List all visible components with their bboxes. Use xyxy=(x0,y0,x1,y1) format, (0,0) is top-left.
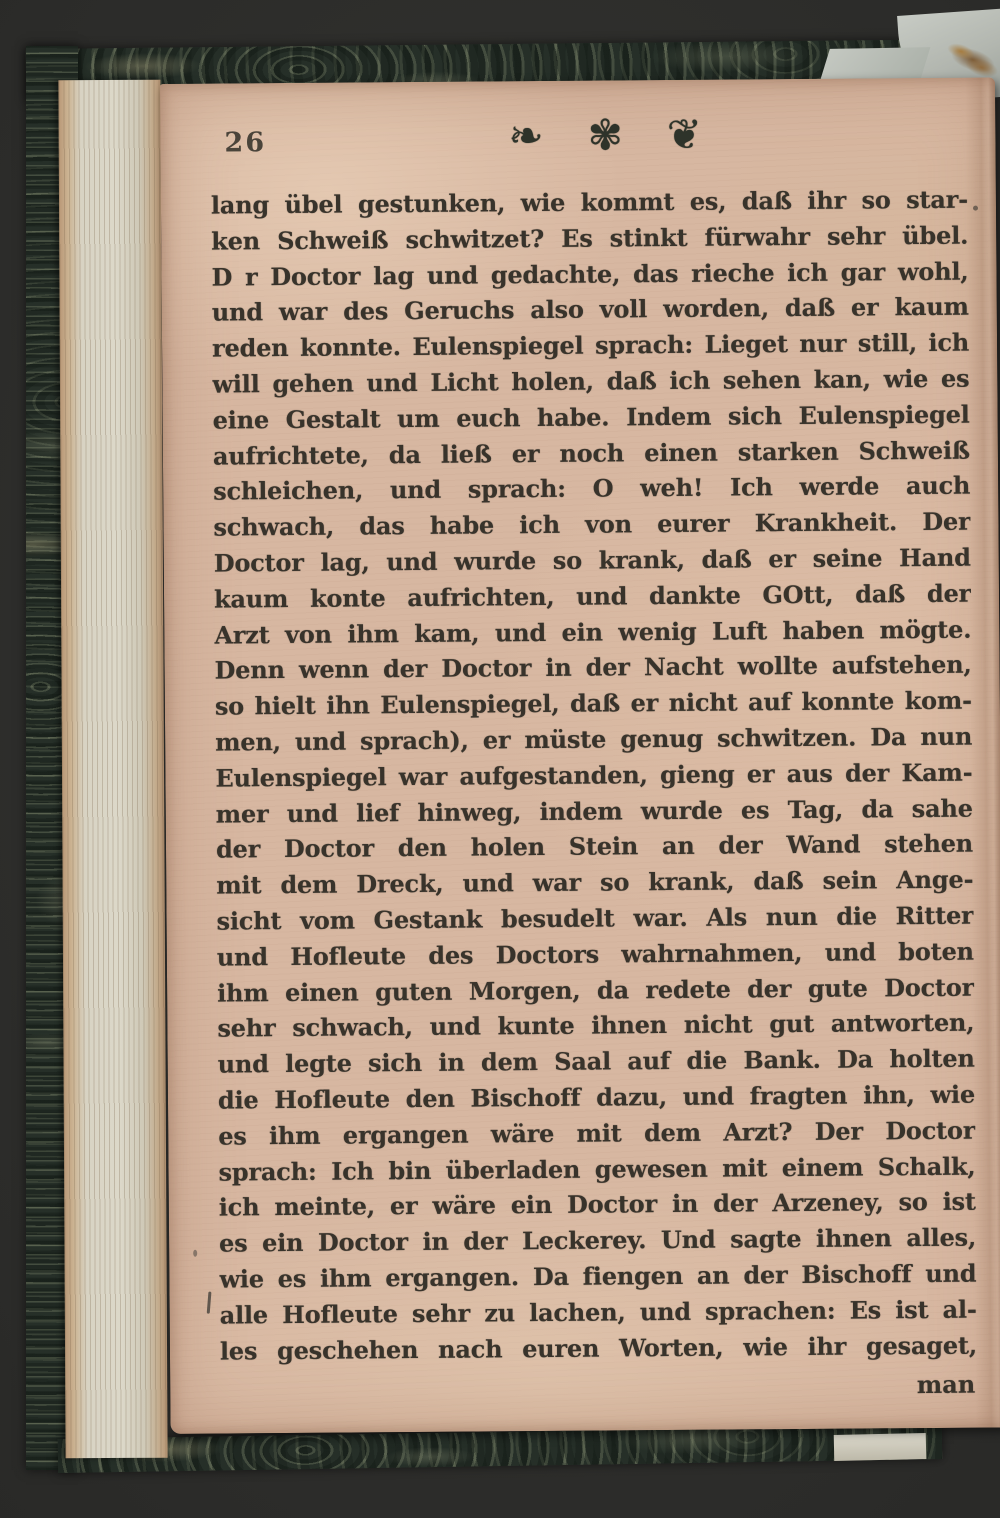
book-page xyxy=(160,77,1000,1434)
text-line: wie es ihm ergangen. Da fiengen an der Bischoff und xyxy=(219,1258,977,1294)
text-line: kaum konte aufrichten, und dankte GOtt, daß der xyxy=(213,578,972,614)
text-line: sprach: Ich bin überladen gewesen mit einem Schalk, xyxy=(218,1151,976,1187)
text-line: der Doctor den holen Stein an der Wand stehen xyxy=(215,828,974,864)
text-line: sicht vom Gestank besudelt war. Als nun die Ritter xyxy=(216,900,974,936)
margin-ink-mark xyxy=(207,1292,212,1314)
text-line: mit dem Dreck, und war so krank, daß sein Ange- xyxy=(216,864,974,900)
text-line: ken Schweiß schwitzet? Es stinkt fürwahr sehr übel. xyxy=(211,220,969,256)
margin-ink-mark xyxy=(193,1250,197,1257)
text-line: ihm einen guten Morgen, da redete der gute Doctor xyxy=(217,972,975,1008)
catchword: man xyxy=(916,1369,976,1400)
text-line: Arzt von ihm kam, und ein wenig Luft haben mögte. xyxy=(214,614,972,650)
body-text xyxy=(211,182,977,1369)
text-line: und Hofleute des Doctors wahrnahmen, und boten xyxy=(216,936,974,972)
text-line: aufrichtete, da ließ er noch einen starken Schweiß xyxy=(212,435,971,471)
text-line: so hielt ihn Eulenspiegel, daß er nicht auf konnte kom- xyxy=(214,685,972,721)
text-line: reden konnte. Eulenspiegel sprach: Lieget nur still, ich xyxy=(211,327,970,363)
text-line: Denn wenn der Doctor in der Nacht wollte aufstehen, xyxy=(214,650,972,685)
text-line: alle Hofleute sehr zu lachen, und sprachen: Es ist al- xyxy=(219,1294,977,1330)
text-line: sehr schwach, und kunte ihnen nicht gut antworten, xyxy=(217,1007,975,1043)
text-line: Doctor lag, und wurde so krank, daß er seine Hand xyxy=(213,542,971,578)
page-edge-sliver xyxy=(834,1433,927,1461)
text-line: mer und lief hinweg, indem wurde es Tag, da sahe xyxy=(215,793,973,829)
text-line: D r Doctor lag und gedachte, das rieche ich gar wohl, xyxy=(211,256,969,292)
text-line: will gehen und Licht holen, daß ich sehen kan, wie es xyxy=(212,363,970,399)
text-line: es ihm ergangen wäre mit dem Arzt? Der Doctor xyxy=(218,1115,976,1151)
text-line: und legte sich in dem Saal auf die Bank. Da holten xyxy=(217,1043,975,1079)
page-edge-stack xyxy=(58,80,167,1459)
text-line: ich meinte, er wäre ein Doctor in der Arzeney, so ist xyxy=(218,1186,976,1222)
text-line: schwach, das habe ich von eurer Krankheit. Der xyxy=(213,506,971,542)
header-ornament-row xyxy=(508,109,703,161)
text-line: die Hofleute den Bischoff dazu, und fragten ihn, wie xyxy=(217,1079,976,1115)
text-line: lang übel gestunken, wie kommt es, daß ihr so star- xyxy=(210,184,969,220)
margin-ink-dot xyxy=(973,206,978,211)
page-number: 26 xyxy=(224,127,267,159)
text-line: Eulenspiegel war aufgestanden, gieng er aus der Kam- xyxy=(215,757,973,793)
text-line: es ein Doctor in der Leckerey. Und sagte ihnen alles, xyxy=(218,1222,977,1258)
text-line: schleichen, und sprach: O weh! Ich werde auch xyxy=(213,471,971,506)
text-line: men, und sprach), er müste genug schwitzen. Da nun xyxy=(215,721,973,757)
fleuron-icon: ❧ xyxy=(508,110,544,161)
fleuron-icon: ❦ xyxy=(666,109,703,160)
text-line: und war des Geruchs also voll worden, daß er kaum xyxy=(211,292,969,327)
text-line: les geschehen nach euren Worten, wie ihr gesaget, xyxy=(219,1330,978,1366)
rosette-icon: ✾ xyxy=(587,110,624,160)
text-line: eine Gestalt um euch habe. Indem sich Eulenspiegel xyxy=(212,399,970,435)
